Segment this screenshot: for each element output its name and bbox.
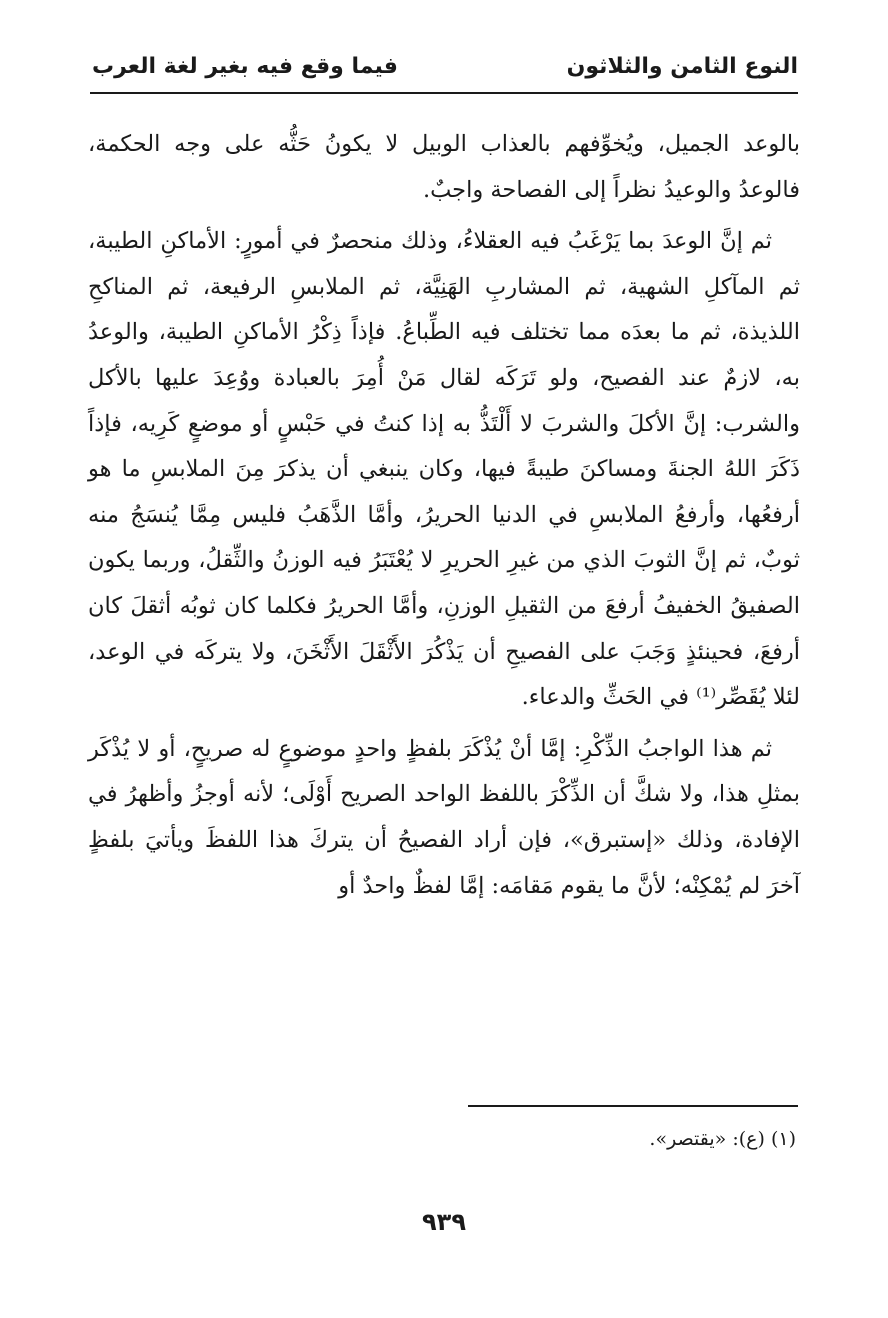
footnote: (١) (ع): «يقتصر». [649, 1128, 796, 1150]
paragraph: بالوعد الجميل، ويُخوِّفهم بالعذاب الوبيل لا يكونُ حَثُّه على وجه الحكمة، فالوعدُ والوعيدُ نظراً إلى الفصاحة واجبٌ. [88, 131, 800, 203]
page-number: ٩٣٩ [422, 1208, 466, 1236]
header-divider [90, 92, 798, 94]
main-text [88, 122, 800, 909]
footnote-divider [468, 1105, 798, 1107]
running-header [92, 46, 798, 86]
chapter-title: النوع الثامن والثلاثون [566, 53, 798, 79]
paragraph: ثم هذا الواجبُ الذِّكْرِ: إمَّا أنْ يُذْكَرَ بلفظٍ واحدٍ موضوعٍ له صريحٍ، أو لا يُذْكَر بمثلِ هذا، ولا شكَّ أن الذِّكْرَ باللفظ الواحد الصريح أَوْلَى؛ لأنه أوجزُ وأظهرُ في الإفادة، وذلك «إستبرق»، فإن أراد الفصيحُ أن يتركَ هذا اللفظَ ويأتيَ بلفظٍ آخرَ لم يُمْكِنْه؛ لأنَّ ما يقوم مَقامَه: إمَّا لفظٌ واحدٌ أو [88, 735, 800, 899]
paragraph: ثم إنَّ الوعدَ بما يَرْغَبُ فيه العقلاءُ، وذلك منحصرٌ في أمورٍ: الأماكنِ الطيبة، ثم المآكلِ الشهية، ثم المشاربِ الهَنِيَّة، ثم الملابسِ الرفيعة، ثم المناكحِ اللذيذة، ثم ما بعدَه مما تختلف فيه الطِّباعُ. فإذاً ذِكْرُ الأماكنِ الطيبة، والوعدُ به، لازمٌ عند الفصيح، ولو تَرَكَه لقال مَنْ أُمِرَ بالعبادة ووُعِدَ عليها بالأكل والشرب: إنَّ الأكلَ والشربَ لا أَلْتَذُّ به إذا كنتُ في حَبْسٍ أو موضعٍ كَرِيه، فإذاً ذَكَرَ اللهُ الجنةَ ومساكنَ طيبةً فيها، وكان ينبغي أن يذكرَ مِنَ الملابسِ ما هو أرفعُها، وأرفعُ الملابسِ في الدنيا الحريرُ، وأمَّا الذَّهَبُ فليس مِمَّا يُنسَجُ منه ثوبٌ، ثم إنَّ الثوبَ الذي من غيرِ الحريرِ لا يُعْتَبَرُ فيه الوزنُ والثِّقلُ، وربما يكون الصفيقُ الخفيفُ أرفعَ من الثقيلِ الوزنِ، وأمَّا الحريرُ فكلما كان ثوبُه أثقلَ كان أرفعَ، فحينئذٍ وَجَبَ على الفصيحِ أن يَذْكُرَ الأَثْقَلَ الأَثْخَنَ، ولا يتركَه في الوعد، لئلا يُقَصِّر⁽¹⁾ في الحَثِّ والدعاء. [88, 228, 800, 711]
section-title: فيما وقع فيه بغير لغة العرب [92, 53, 398, 79]
